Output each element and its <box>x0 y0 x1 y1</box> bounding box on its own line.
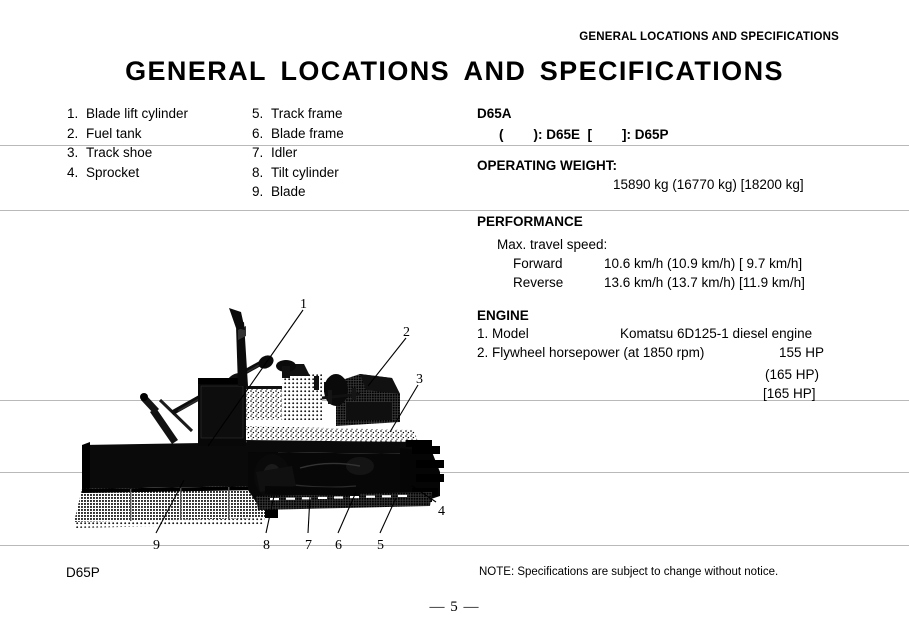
model-designations <box>477 104 897 144</box>
callout-number-5: 5 <box>377 538 384 553</box>
legend-item-number: 5. <box>252 106 264 121</box>
max-travel-speed-label: Max. travel speed: <box>497 237 608 252</box>
legend-item <box>67 163 188 183</box>
callout-number-4: 4 <box>438 504 445 519</box>
figure-caption: D65P <box>66 565 100 580</box>
performance-heading: PERFORMANCE <box>477 214 583 229</box>
callout-number-2: 2 <box>403 325 410 340</box>
legend-item <box>67 143 188 163</box>
model-d65a: D65A <box>477 106 512 121</box>
legend-item-number: 8. <box>252 164 264 180</box>
engine-model-label: 1. Model <box>477 326 529 341</box>
legend-item-label: Fuel tank <box>86 125 142 141</box>
callout-number-8: 8 <box>263 538 270 553</box>
flywheel-horsepower-value-c: [165 HP] <box>763 386 816 401</box>
callout-number-1: 1 <box>300 297 307 312</box>
callout-number-6: 6 <box>335 538 342 553</box>
scan-rule-2 <box>0 210 909 211</box>
legend-item-label: Idler <box>271 145 298 160</box>
page-number: — 5 — <box>429 599 480 615</box>
specifications-note: NOTE: Specifications are subject to change without notice. <box>479 566 779 578</box>
operating-weight-heading: OPERATING WEIGHT: <box>477 158 617 173</box>
engine-heading: ENGINE <box>477 308 529 323</box>
forward-speed-label: Forward <box>513 256 563 271</box>
legend-item-label: Blade lift cylinder <box>86 106 189 121</box>
operating-weight-value: 15890 kg (16770 kg) [18200 kg] <box>613 177 804 192</box>
reverse-speed-label: Reverse <box>513 275 564 290</box>
running-head: GENERAL LOCATIONS AND SPECIFICATIONS <box>579 31 839 43</box>
flywheel-horsepower-value-a: 155 HP <box>779 345 825 360</box>
legend-item-label: Track shoe <box>86 145 153 160</box>
legend-item-label: Sprocket <box>86 164 140 180</box>
callout-number-7: 7 <box>305 538 312 553</box>
legend-item-label: Blade <box>271 184 306 199</box>
legend-item-number: 7. <box>252 145 264 160</box>
legend-item <box>67 104 188 124</box>
title-word-and: AND <box>463 56 527 86</box>
title-word-specifications: SPECIFICATIONS <box>539 56 784 86</box>
legend-item-number: 2. <box>67 125 79 141</box>
legend-item <box>252 124 344 144</box>
legend-item-number: 1. <box>67 106 79 121</box>
legend-item <box>67 124 188 144</box>
legend-column-left <box>67 104 188 182</box>
legend-item-label: Track frame <box>271 106 343 121</box>
legend-item-number: 6. <box>252 125 264 141</box>
page-title <box>0 56 909 87</box>
legend-column-right <box>252 104 344 202</box>
forward-speed-value: 10.6 km/h (10.9 km/h) [ 9.7 km/h] <box>604 256 803 271</box>
reverse-speed-value: 13.6 km/h (13.7 km/h) [11.9 km/h] <box>604 275 805 290</box>
callout-number-9: 9 <box>153 538 160 553</box>
legend-item-label: Blade frame <box>271 125 344 141</box>
legend-item <box>252 163 344 183</box>
bulldozer-figure <box>60 290 480 560</box>
model-variants: ( ): D65E [ ]: D65P <box>499 127 669 142</box>
engine-model-value: Komatsu 6D125-1 diesel engine <box>620 326 813 341</box>
bulldozer-photo <box>60 290 480 560</box>
legend-item <box>252 182 344 202</box>
title-word-locations: LOCATIONS <box>280 56 451 86</box>
callout-number-3: 3 <box>416 372 423 387</box>
flywheel-horsepower-value-b: (165 HP) <box>765 367 820 382</box>
legend-item-number: 9. <box>252 184 264 199</box>
legend-item <box>252 104 344 124</box>
legend-item-label: Tilt cylinder <box>271 164 339 180</box>
legend-item-number: 4. <box>67 164 79 180</box>
legend-item-number: 3. <box>67 145 79 160</box>
legend-item <box>252 143 344 163</box>
title-word-general: GENERAL <box>125 56 267 86</box>
flywheel-horsepower-label: 2. Flywheel horsepower (at 1850 rpm) <box>477 345 705 360</box>
